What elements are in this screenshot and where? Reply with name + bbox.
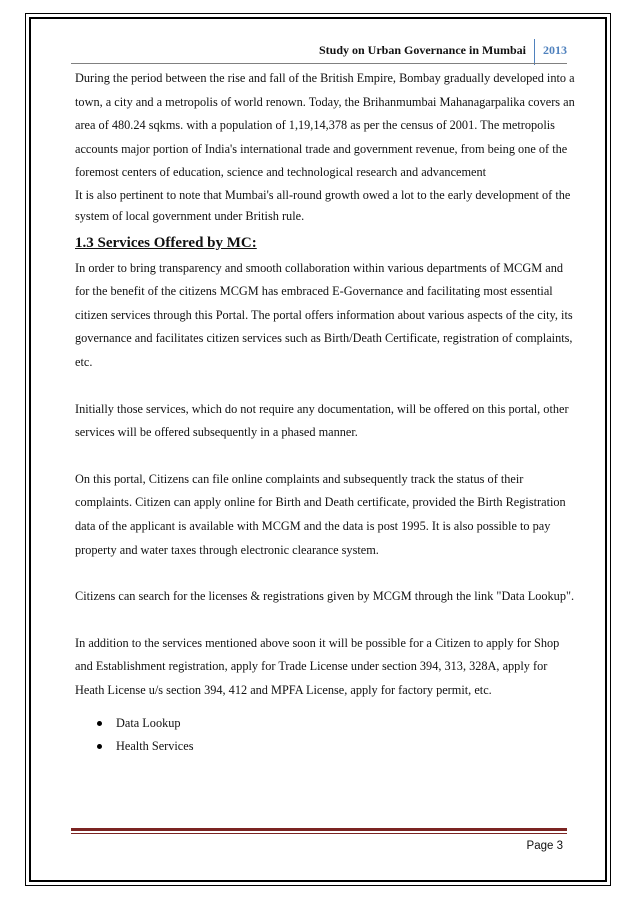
paragraph-gap bbox=[75, 562, 575, 585]
footer-rule-thin bbox=[71, 833, 567, 834]
header-title: Study on Urban Governance in Mumbai bbox=[318, 42, 526, 57]
paragraph-gap bbox=[75, 609, 575, 632]
section-heading: 1.3 Services Offered by MC: bbox=[75, 234, 257, 251]
header-year: 2013 bbox=[543, 42, 567, 57]
page-header bbox=[319, 40, 567, 60]
list-item bbox=[75, 735, 575, 758]
paragraph-portal: On this portal, Citizens can file online complaints and subsequently track the status of their complaints. Citizen can apply online for Birth and Death certificate, provided the Birth Registration data of the applicant is available with MCGM and the data is post 1995. It is also possible to pay property and water taxes through electronic clearance system. bbox=[75, 471, 566, 557]
bullet-icon bbox=[97, 721, 102, 726]
paragraph-initially: Initially those services, which do not require any documentation, will be offered on this portal, other services will be offered subsequently in a phased manner. bbox=[75, 401, 569, 440]
page-number: Page 3 bbox=[526, 840, 563, 852]
footer-rule-thick bbox=[71, 828, 567, 831]
paragraph-growth: It is also pertinent to note that Mumbai's all-round growth owed a lot to the early development of the system of local government under British rule. bbox=[75, 187, 571, 224]
paragraph-addition: In addition to the services mentioned above soon it will be possible for a Citizen to apply for Shop and Establishment registration, apply for Trade License under section 394, 313, 328A, apply for Heath License u/s section 394, 412 and MPFA License, apply for factory permit, etc. bbox=[75, 635, 560, 697]
page-body bbox=[75, 67, 575, 758]
list-item bbox=[75, 712, 575, 735]
list-item-label: Health Services bbox=[116, 739, 194, 754]
services-list bbox=[75, 712, 575, 758]
bullet-icon bbox=[97, 744, 102, 749]
paragraph-egov: In order to bring transparency and smooth collaboration within various departments of MCGM and for the benefit of the citizens MCGM has embraced E-Governance and facilitating most essential citizen services through this Portal. The portal offers information about various aspects of the city, its governance and facilitates citizen services such as Birth/Death Certificate, registration of complaints, etc. bbox=[75, 260, 573, 369]
paragraph-search: Citizens can search for the licenses & registrations given by MCGM through the link "Data Lookup". bbox=[75, 589, 575, 604]
paragraph-gap bbox=[75, 375, 575, 398]
paragraph-intro: During the period between the rise and fall of the British Empire, Bombay gradually developed into a town, a city and a metropolis of world renown. Today, the Brihanmumbai Mahanagarpalika covers an area of 480.24 sqkms. with a population of 1,19,14,378 as per the census of 2001. The metropolis accounts major portion of India's international trade and government revenue, from being one of the foremost centers of education, science and technological research and advancement bbox=[75, 71, 575, 180]
header-rule bbox=[71, 63, 567, 64]
paragraph-gap bbox=[75, 445, 575, 468]
list-item-label: Data Lookup bbox=[116, 716, 181, 731]
